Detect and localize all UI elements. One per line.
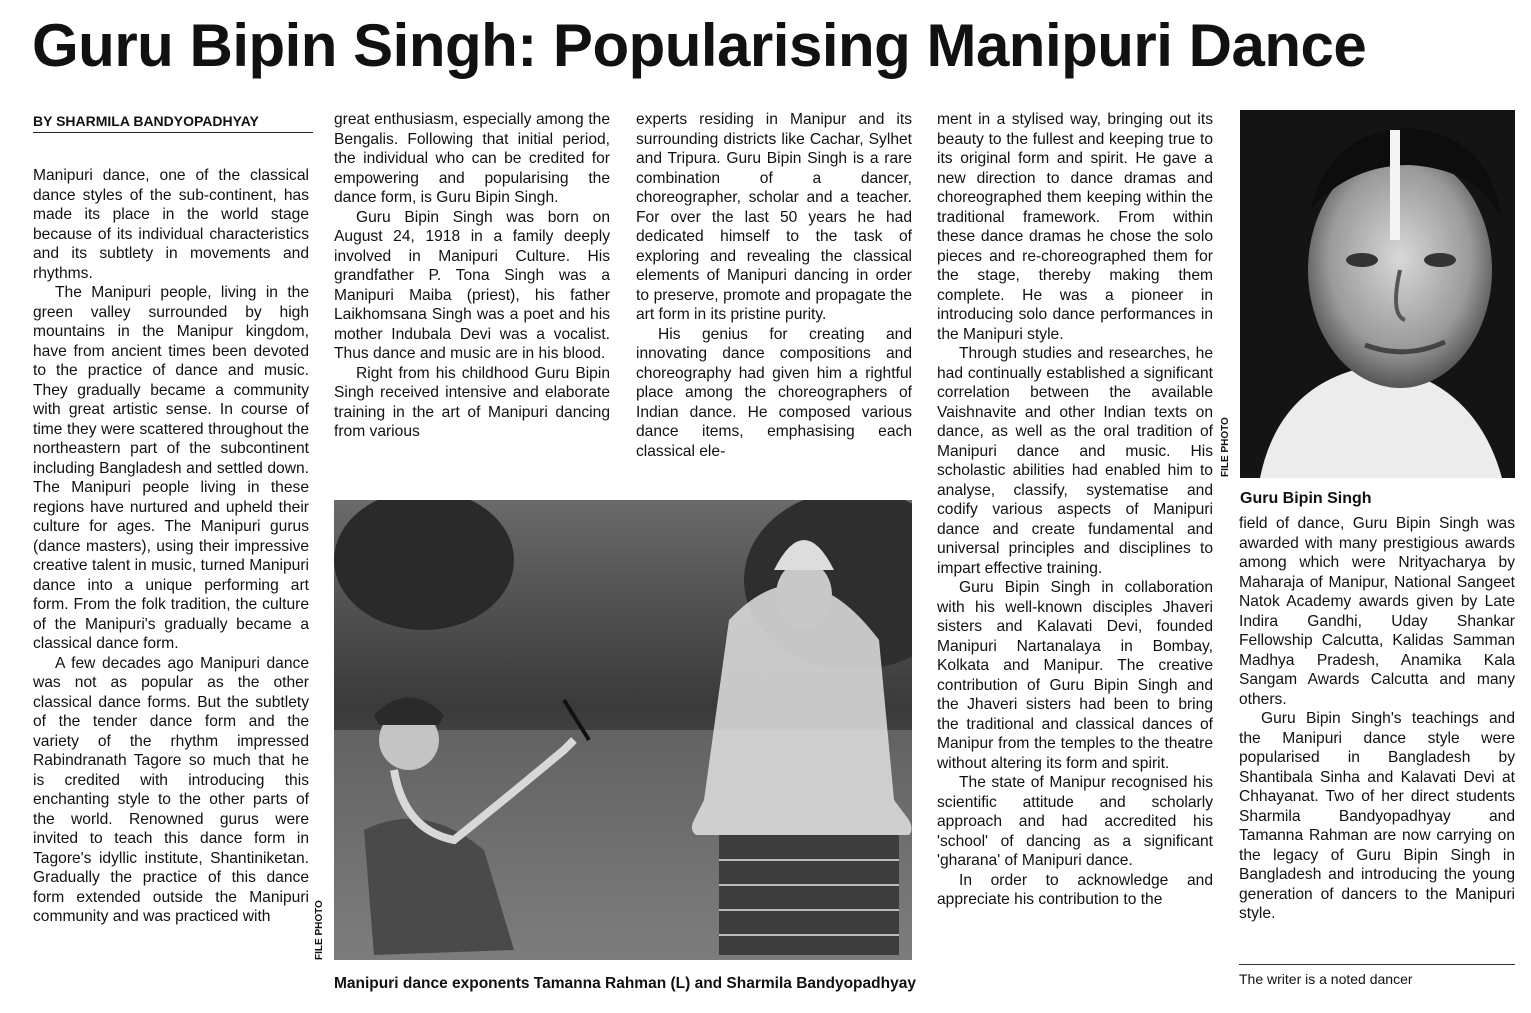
paragraph: Guru Bipin Singh in collaboration with his well-known disciples Jhaveri sisters and Kalavati Devi, founded Manipuri Nartanalaya in Bombay, Kolkata and Manipur. The creative contribution of Guru Bipin Singh and the Jhaveri sisters had been to bring the traditional and classical dances of Manipur from the temples to the theatre without altering its form and spirit. [937,579,1213,772]
paragraph: ment in a stylised way, bringing out its beauty to the fullest and keeping true to its original form and spirit. He gave a new direction to dance dramas and choreographed them keeping within the traditional framework. From within these dance dramas he chose the solo pieces and re-choreographed them for the stage, thereby making them complete. He was a pioneer in introducing solo dance performances in the Manipuri style. [937,111,1213,343]
article-column-1 [33,114,309,927]
paragraph: A few decades ago Manipuri dance was not as popular as the other classical dance forms. But the subtlety of the tender dance form and the variety of the rhythm impressed Rabindranath Tagore so much that he is credited with introducing this enchanting style to the other parts of the world. Renowned gurus were invited to teach this dance form in Tagore's idyllic institute, Shantiniketan. Gradually the practice of this dance form extended outside the Manipuri community and was practiced with [33,654,309,925]
article-column-5 [1239,514,1515,924]
paragraph: great enthusiasm, especially among the Bengalis. Following that initial period, the individual who can be credited for empowering and popularising the dance form, is Guru Bipin Singh. [334,111,610,206]
article-column-4 [937,110,1213,910]
headline: Guru Bipin Singh: Popularising Manipuri Dance [32,12,1367,79]
paragraph: Guru Bipin Singh was born on August 24, 1918 in a family deeply involved in Manipuri Culture. His grandfather P. Tona Singh was a Manipuri Maiba (priest), his father Laikhomsana Singh was a poet and his mother Indubala Devi was a vocalist. Thus dance and music are in his blood. [334,208,610,362]
writer-note: The writer is a noted dancer [1239,964,1515,987]
byline: BY SHARMILA BANDYOPADHYAY [33,114,313,133]
paragraph: field of dance, Guru Bipin Singh was awarded with many prestigious awards among which were Nrityacharya by Maharaja of Manipur, National Sangeet Natok Academy awards given by Late Indira Gandhi, Uday Shankar Fellowship Calcutta, Kalidas Samman Madhya Pradesh, Anamika Kala Sangam Awards Calcutta and many others. [1239,515,1515,708]
paragraph: In order to acknowledge and appreciate his contribution to the [937,871,1213,908]
paragraph: Manipuri dance, one of the classical dance styles of the sub-continent, has made its place in the world stage because of its individual characteristics and its subtlety in movements and rhythms. [33,167,309,282]
photo-credit: FILE PHOTO [1220,417,1231,477]
paragraph: experts residing in Manipur and its surrounding districts like Cachar, Sylhet and Tripura. Guru Bipin Singh is a rare combination of a dancer, choreographer, scholar and a teacher. For over the last 50 years he had dedicated himself to the task of exploring and revealing the classical elements of Manipuri dancing in order to preserve, promote and propagate the art form in its pristine purity. [636,111,912,323]
dance-illustration [334,500,912,960]
article-column-3 [636,110,912,461]
paragraph: Guru Bipin Singh's teachings and the Manipuri dance style were popularised in Bangladesh by Shantibala Sinha and Kalavati Devi at Chhayanat. Two of her direct students Sharmila Bandyopadhyay and Tamanna Rahman are now carrying on the legacy of Guru Bipin Singh in Bangladesh and introducing the young generation of dancers to the Manipuri style. [1239,710,1515,922]
dance-photo-caption: Manipuri dance exponents Tamanna Rahman (L) and Sharmila Bandyopadhyay [334,975,916,992]
paragraph: Through studies and researches, he had continually established a significant correlation between the available Vaishnavite and other Indian texts on dance, as well as the oral tradition of Manipuri dance and music. His scholastic abilities had enabled him to analyse, classify, systematise and codify various aspects of Manipuri dance and create fundamental and universal principles and disciplines to impart effective training. [937,345,1213,577]
portrait-illustration [1240,110,1515,478]
dance-photo [334,500,912,960]
paragraph: Right from his childhood Guru Bipin Singh received intensive and elaborate training in the art of Manipuri dancing from various [334,364,610,440]
photo-credit: FILE PHOTO [314,900,325,960]
paragraph: The Manipuri people, living in the green valley surrounded by high mountains in the Manipur kingdom, have from ancient times been devoted to the practice of dance and music. They gradually became a community with great artistic sense. In course of time they were scattered throughout the northeastern part of the subcontinent including Bangladesh and settled down. The Manipuri people living in these regions have nurtured and upheld their culture for ages. The Manipuri gurus (dance masters), using their impressive creative talent in music, turned Manipuri dance into a unique performing art form. From the folk tradition, the culture of the Manipuri's gradually became a classical dance form. [33,284,309,652]
portrait-photo [1240,110,1515,478]
paragraph: The state of Manipur recognised his scientific attitude and scholarly approach and had accredited his 'school' of dancing as a significant 'gharana' of Manipuri dance. [937,774,1213,869]
article-column-2 [334,110,610,442]
portrait-caption: Guru Bipin Singh [1240,490,1372,507]
paragraph: His genius for creating and innovating dance compositions and choreography had given him a rightful place among the choreographers of Indian dance. He composed various dance items, emphasising each classical ele- [636,325,912,460]
